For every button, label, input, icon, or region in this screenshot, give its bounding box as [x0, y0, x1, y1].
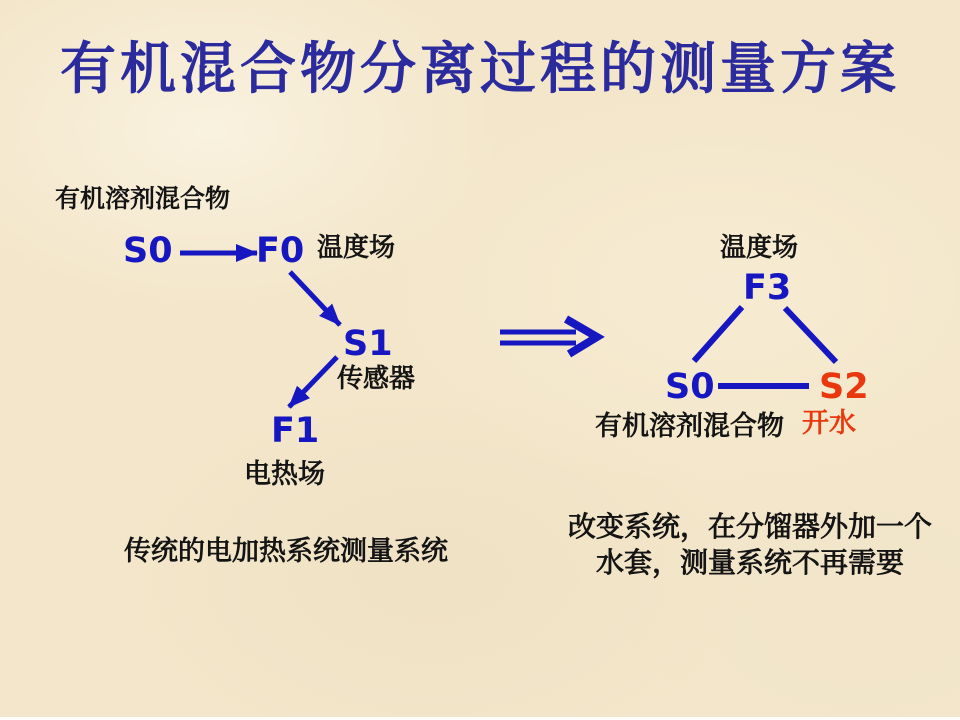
node-s0-right: S0: [665, 367, 715, 407]
node-s2: S2: [819, 367, 869, 407]
sensor-label: 传感器: [337, 364, 416, 393]
left-feed-label: 有机溶剂混合物: [55, 186, 231, 213]
left-caption: 传统的电加热系统测量系统: [124, 536, 448, 566]
edge-f3-to-s0: [694, 307, 742, 361]
right-temperature-field-label: 温度场: [720, 233, 799, 262]
right-caption: [556, 510, 944, 582]
node-f1: F1: [271, 411, 320, 451]
right-caption-line-1: 改变系统，在分馏器外加一个: [567, 512, 932, 543]
node-f3: F3: [743, 268, 792, 308]
node-f0: F0: [256, 231, 305, 271]
double-arrow-icon: [500, 319, 597, 354]
node-s1: S1: [343, 324, 393, 364]
node-s0-left: S0: [123, 231, 173, 271]
slide-title: 有机混合物分离过程的测量方案: [60, 39, 900, 101]
right-caption-line-2: 水套，测量系统不再需要: [595, 548, 904, 579]
edge-f3-to-s2: [785, 308, 836, 362]
boiling-water-label: 开水: [802, 408, 856, 438]
electric-heat-field-label: 电热场: [244, 459, 325, 489]
arrow-s1-to-f1: [289, 357, 337, 407]
right-mixture-label: 有机溶剂混合物: [595, 411, 784, 441]
arrow-f0-to-s1: [290, 272, 340, 325]
left-temperature-field-label: 温度场: [317, 233, 396, 262]
